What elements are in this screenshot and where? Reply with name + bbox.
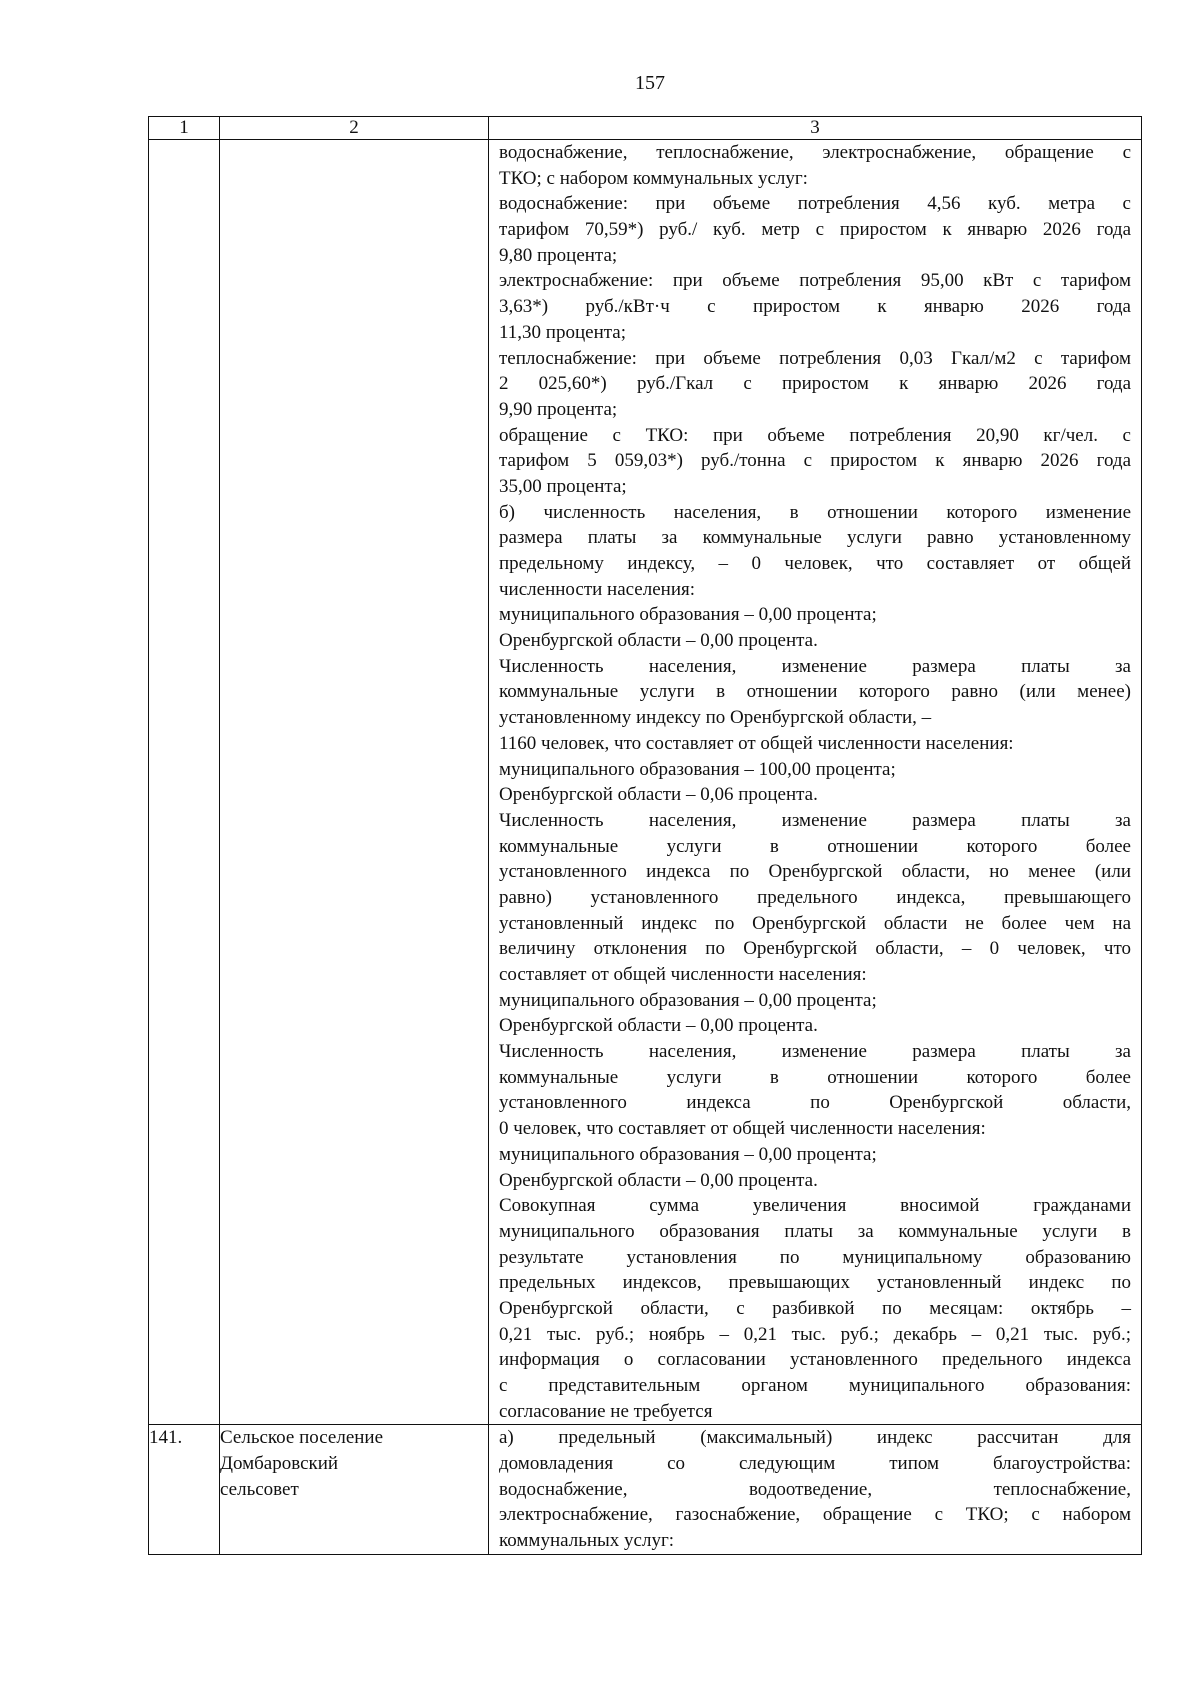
text-line: Численность населения, изменение размера платы за [499, 1041, 1131, 1063]
row-name-cell [220, 1425, 489, 1554]
text-line: численности населения: [499, 578, 696, 600]
text-line: установленный индекс по Оренбургской области не более чем на [499, 912, 1131, 934]
text-line: Совокупная сумма увеличения вносимой гражданами [499, 1195, 1131, 1217]
text-line: коммунальные услуги в отношении которого более [499, 835, 1131, 857]
settlement-name-line: Домбаровский [220, 1452, 339, 1474]
text-line: Численность населения, изменение размера платы за [499, 809, 1131, 831]
text-line: Оренбургской области – 0,00 процента. [499, 1169, 818, 1191]
text-line: Оренбургской области – 0,00 процента. [499, 630, 818, 652]
text-line: составляет от общей численности населения: [499, 964, 867, 985]
text-line: 1160 человек, что составляет от общей численности населения: [499, 732, 1014, 754]
text-line: Численность населения, изменение размера платы за [499, 655, 1131, 677]
table-row [149, 140, 1142, 1425]
tariff-table [148, 116, 1142, 1555]
text-line: установленного индекса по Оренбургской области, но менее (или [499, 861, 1131, 883]
text-line: муниципального образования – 0,00 процента; [499, 989, 877, 1011]
text-line: равно) установленного предельного индекса, превышающего [499, 886, 1131, 908]
text-line: размера платы за коммунальные услуги равно установленному [499, 527, 1131, 549]
text-line: согласование не требуется [499, 1400, 713, 1422]
text-line: 11,30 процента; [499, 321, 626, 343]
text-line: коммунальные услуги в отношении которого равно (или менее) [499, 681, 1131, 703]
settlement-name-line: сельсовет [220, 1478, 299, 1500]
text-line: муниципального образования – 0,00 процента; [499, 604, 877, 626]
text-line: муниципального образования платы за коммунальные услуги в [499, 1220, 1131, 1242]
text-line: тарифом 5 059,03*) руб./тонна с приростом к январю 2026 года [499, 450, 1131, 472]
text-line: электроснабжение: при объеме потребления 95,00 кВт с тарифом [499, 270, 1131, 292]
text-line: водоснабжение, водоотведение, теплоснабжение, [499, 1478, 1131, 1500]
text-line: 9,80 процента; [499, 244, 618, 266]
header-col-1: 1 [149, 117, 220, 140]
row-description-cell [489, 140, 1142, 1425]
text-line: электроснабжение, газоснабжение, обращение с ТКО; с набором [499, 1504, 1131, 1526]
text-line: обращение с ТКО: при объеме потребления 20,90 кг/чел. с [499, 424, 1131, 446]
text-line: ТКО; с набором коммунальных услуг: [499, 167, 808, 189]
text-line: 3,63*) руб./кВт·ч с приростом к январю 2026 года [499, 296, 1131, 318]
text-line: б) численность населения, в отношении которого изменение [499, 501, 1131, 523]
text-line: 35,00 процента; [499, 475, 627, 497]
text-line: с представительным органом муниципального образования: [499, 1375, 1131, 1396]
description-text [489, 140, 1141, 1424]
text-line: а) предельный (максимальный) индекс рассчитан для [499, 1427, 1131, 1449]
text-line: тарифом 70,59*) руб./ куб. метр с приростом к январю 2026 года [499, 219, 1131, 241]
text-line: Оренбургской области, с разбивкой по месяцам: октябрь – [499, 1297, 1131, 1319]
row-description-cell [489, 1425, 1142, 1554]
row-number-cell: 141. [149, 1425, 220, 1554]
page-number: 157 [635, 72, 665, 94]
text-line: предельному индексу, – 0 человек, что составляет от общей [499, 553, 1131, 574]
header-col-2: 2 [220, 117, 489, 140]
text-line: установленному индексу по Оренбургской области, – [499, 707, 932, 729]
table-header-row [149, 117, 1142, 140]
text-line: установленного индекса по Оренбургской области, [499, 1092, 1131, 1114]
text-line: величину отклонения по Оренбургской области, – 0 человек, что [499, 938, 1131, 960]
text-line: водоснабжение: при объеме потребления 4,56 куб. метра с [499, 193, 1131, 215]
settlement-name-line: Сельское поселение [220, 1427, 384, 1449]
text-line: информация о согласовании установленного предельного индекса [499, 1349, 1131, 1371]
text-line: муниципального образования – 0,00 процента; [499, 1143, 877, 1165]
text-line: домовладения со следующим типом благоустройства: [499, 1453, 1131, 1475]
text-line: 0 человек, что составляет от общей численности населения: [499, 1118, 986, 1140]
text-line: муниципального образования – 100,00 процента; [499, 758, 896, 780]
description-text [489, 1425, 1141, 1553]
row-name-cell [220, 140, 489, 1425]
text-line: коммунальные услуги в отношении которого более [499, 1066, 1131, 1088]
text-line: результате установления по муниципальному образованию [499, 1246, 1131, 1268]
text-line: 9,90 процента; [499, 398, 618, 420]
text-line: 2 025,60*) руб./Гкал с приростом к январю 2026 года [499, 373, 1131, 395]
text-line: Оренбургской области – 0,00 процента. [499, 1015, 818, 1037]
text-line: 0,21 тыс. руб.; ноябрь – 0,21 тыс. руб.; декабрь – 0,21 тыс. руб.; [499, 1323, 1131, 1345]
text-line: предельных индексов, превышающих установленный индекс по [499, 1272, 1131, 1294]
text-line: водоснабжение, теплоснабжение, электроснабжение, обращение с [499, 142, 1131, 163]
row-number-cell [149, 140, 220, 1425]
text-line: Оренбургской области – 0,06 процента. [499, 784, 818, 806]
text-line: теплоснабжение: при объеме потребления 0,03 Гкал/м2 с тарифом [499, 347, 1131, 369]
header-col-3: 3 [489, 117, 1142, 140]
table-row [149, 1425, 1142, 1554]
text-line: коммунальных услуг: [499, 1530, 675, 1552]
